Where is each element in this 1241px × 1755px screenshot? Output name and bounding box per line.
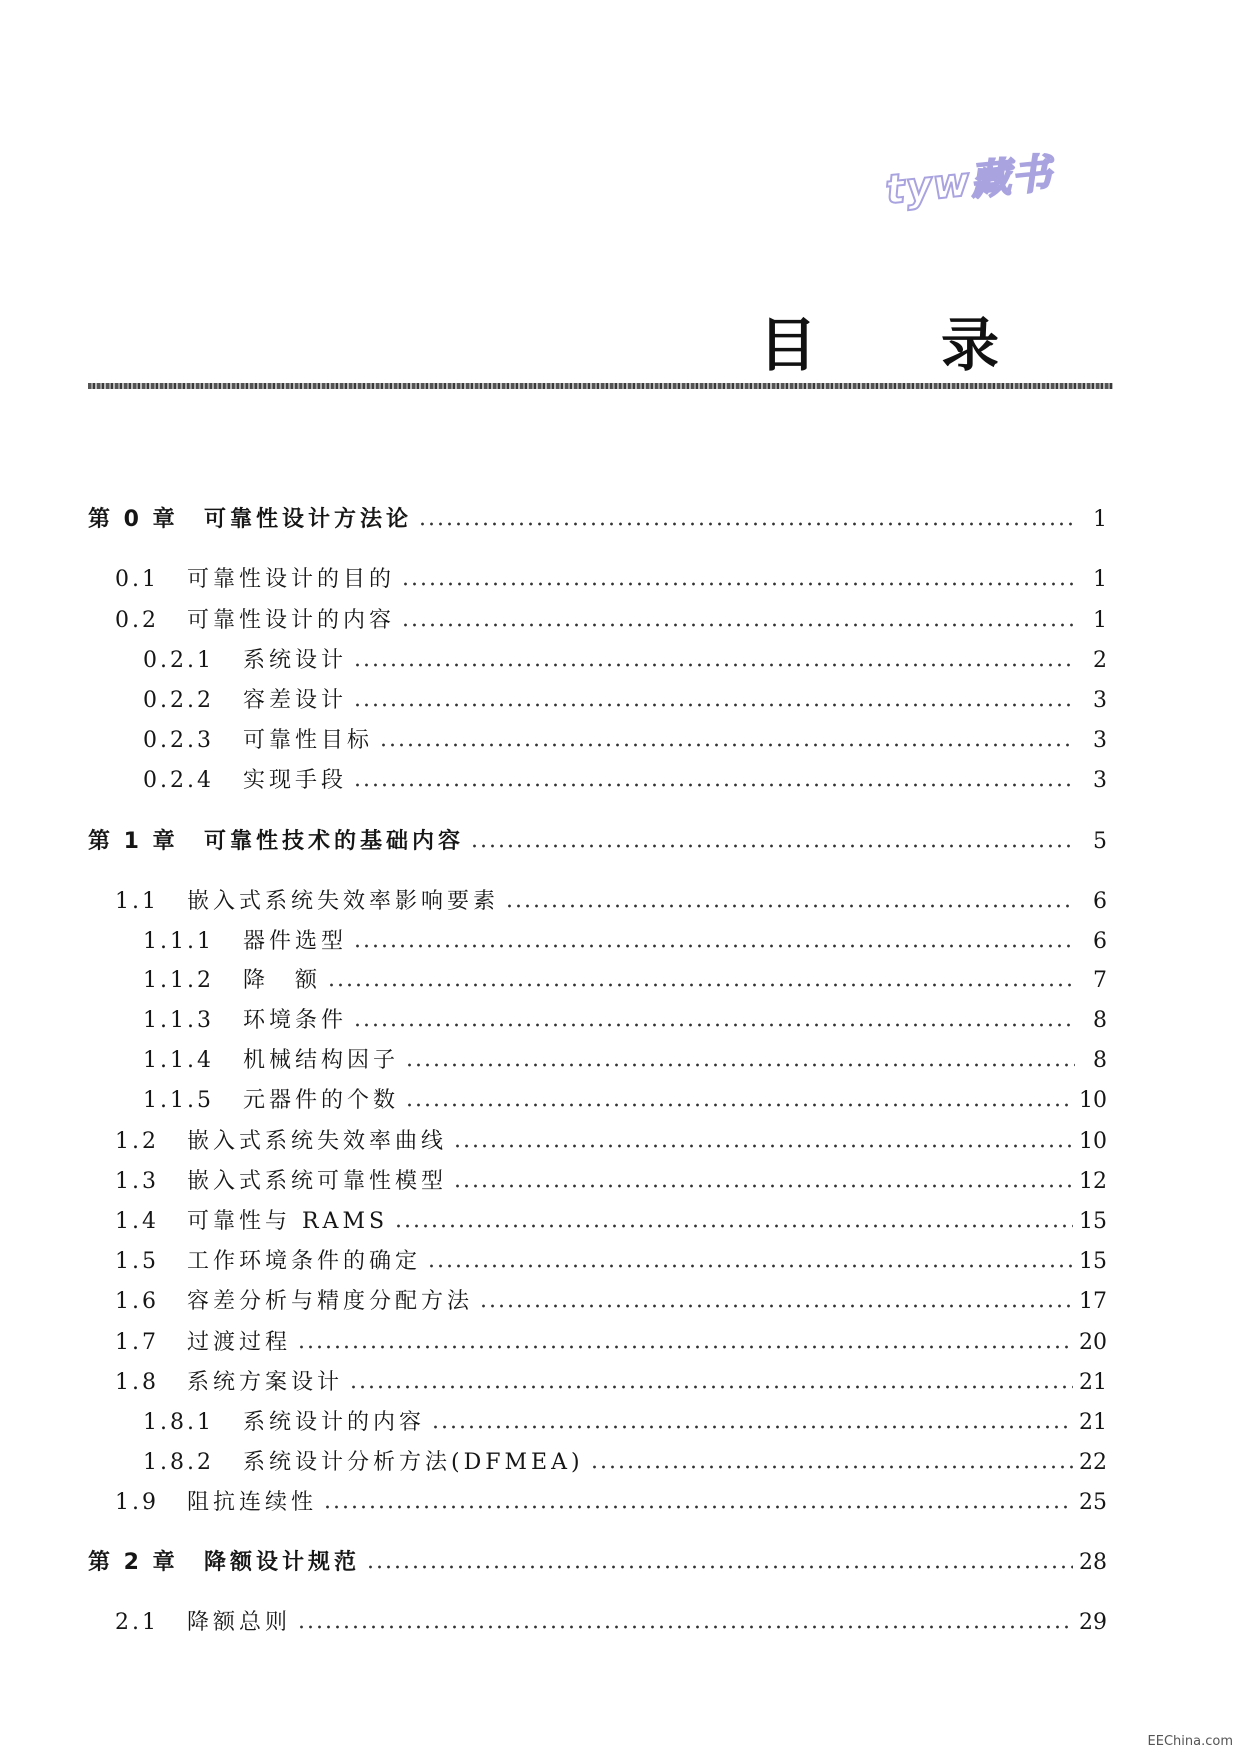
toc-entry-number: 1.1 — [115, 889, 159, 914]
toc-page-number: 10 — [1079, 1088, 1107, 1113]
toc-entry-number: 第 0 章 — [88, 507, 178, 532]
toc-entry-number: 1.8.1 — [143, 1410, 214, 1435]
toc-section-entry — [115, 1488, 1107, 1518]
toc-section-entry — [115, 565, 1107, 595]
toc-entry-title: 降额总则 — [187, 1610, 292, 1635]
toc-entry-title: 器件选型 — [243, 929, 348, 954]
toc-section-entry — [115, 887, 1107, 917]
toc-entry-title: 实现手段 — [243, 768, 348, 793]
page-title: 目 录 — [758, 311, 1051, 379]
toc-page-number: 10 — [1079, 1129, 1107, 1154]
toc-entry-number: 1.5 — [115, 1249, 159, 1274]
toc-section-entry — [115, 1167, 1107, 1197]
toc-entry-title: 环境条件 — [243, 1008, 348, 1033]
toc-chapter-entry — [88, 1548, 1107, 1578]
toc-entry-number: 1.1.4 — [143, 1048, 214, 1073]
toc-page-number: 8 — [1093, 1008, 1107, 1033]
toc-entry-title: 嵌入式系统可靠性模型 — [187, 1169, 448, 1194]
toc-page-number: 1 — [1093, 507, 1107, 532]
toc-dot-leader — [297, 1345, 1073, 1349]
toc-page-number: 8 — [1093, 1048, 1107, 1073]
toc-entry-title: 系统设计 — [243, 648, 348, 673]
toc-section-entry — [115, 1287, 1107, 1317]
toc-page-number: 6 — [1093, 889, 1107, 914]
toc-dot-leader — [418, 522, 1075, 526]
toc-page-number: 2 — [1093, 648, 1107, 673]
toc-entry-title: 嵌入式系统失效率曲线 — [187, 1129, 448, 1154]
toc-entry-number: 1.6 — [115, 1289, 159, 1314]
toc-dot-leader — [470, 844, 1075, 848]
toc-page-number: 3 — [1093, 768, 1107, 793]
toc-chapter-entry — [88, 505, 1107, 535]
toc-page-number: 29 — [1079, 1610, 1107, 1635]
toc-section-entry — [115, 606, 1107, 636]
toc-dot-leader — [353, 1023, 1075, 1027]
toc-section-entry — [143, 1086, 1107, 1116]
toc-entry-title: 系统设计的内容 — [243, 1410, 426, 1435]
toc-page-number: 3 — [1093, 688, 1107, 713]
toc-entry-number: 第 2 章 — [88, 1550, 178, 1575]
toc-page-number: 17 — [1079, 1289, 1107, 1314]
toc-section-entry — [143, 686, 1107, 716]
toc-section-entry — [143, 766, 1107, 796]
toc-dot-leader — [353, 663, 1075, 667]
toc-page-number: 15 — [1079, 1249, 1107, 1274]
toc-entry-title: 机械结构因子 — [243, 1048, 400, 1073]
toc-entry-number: 2.1 — [115, 1610, 159, 1635]
toc-entry-title: 系统设计分析方法(DFMEA) — [243, 1450, 584, 1475]
toc-entry-number: 1.1.5 — [143, 1088, 214, 1113]
title-divider — [88, 383, 1113, 389]
toc-entry-number: 0.2 — [115, 608, 159, 633]
toc-page-number: 1 — [1093, 567, 1107, 592]
toc-section-entry — [115, 1368, 1107, 1398]
toc-entry-number: 0.2.3 — [143, 728, 214, 753]
toc-entry-title: 可靠性目标 — [243, 728, 374, 753]
toc-page-number: 25 — [1079, 1490, 1107, 1515]
toc-dot-leader — [327, 983, 1075, 987]
toc-entry-title: 容差分析与精度分配方法 — [187, 1289, 474, 1314]
toc-page-number: 21 — [1079, 1410, 1107, 1435]
toc-entry-number: 1.3 — [115, 1169, 159, 1194]
toc-dot-leader — [394, 1224, 1073, 1228]
toc-entry-title: 可靠性技术的基础内容 — [204, 829, 465, 854]
toc-dot-leader — [297, 1625, 1073, 1629]
toc-entry-title: 降额设计规范 — [204, 1550, 361, 1575]
toc-dot-leader — [353, 944, 1075, 948]
toc-entry-title: 可靠性与 RAMS — [187, 1209, 389, 1234]
toc-dot-leader — [405, 1103, 1073, 1107]
toc-entry-number: 0.2.1 — [143, 648, 214, 673]
toc-page-number: 5 — [1093, 829, 1107, 854]
toc-entry-number: 0.2.2 — [143, 688, 214, 713]
toc-page-number: 21 — [1079, 1370, 1107, 1395]
toc-entry-number: 1.4 — [115, 1209, 159, 1234]
toc-entry-title: 容差设计 — [243, 688, 348, 713]
toc-section-entry — [143, 927, 1107, 957]
toc-entry-title: 嵌入式系统失效率影响要素 — [187, 889, 500, 914]
toc-entry-number: 1.1.1 — [143, 929, 214, 954]
toc-entry-number: 1.9 — [115, 1490, 159, 1515]
toc-page-number: 28 — [1079, 1550, 1107, 1575]
toc-section-entry — [115, 1207, 1107, 1237]
toc-entry-number: 1.8 — [115, 1370, 159, 1395]
toc-entry-title: 可靠性设计方法论 — [204, 507, 413, 532]
toc-dot-leader — [590, 1465, 1073, 1469]
toc-dot-leader — [453, 1184, 1073, 1188]
toc-section-entry — [115, 1328, 1107, 1358]
toc-section-entry — [115, 1608, 1107, 1638]
toc-page-number: 22 — [1079, 1450, 1107, 1475]
toc-section-entry — [143, 1448, 1107, 1478]
toc-section-entry — [143, 1006, 1107, 1036]
toc-page-number: 15 — [1079, 1209, 1107, 1234]
toc-entry-title: 可靠性设计的内容 — [187, 608, 396, 633]
toc-page-number: 20 — [1079, 1330, 1107, 1355]
toc-section-entry — [143, 966, 1107, 996]
toc-entry-number: 1.8.2 — [143, 1450, 214, 1475]
toc-section-entry — [143, 646, 1107, 676]
toc-dot-leader — [401, 582, 1075, 586]
toc-chapter-entry — [88, 827, 1107, 857]
source-footer: EEChina.com — [1147, 1734, 1233, 1749]
toc-entry-number: 1.2 — [115, 1129, 159, 1154]
toc-entry-title: 过渡过程 — [187, 1330, 292, 1355]
toc-dot-leader — [379, 743, 1075, 747]
toc-entry-number: 第 1 章 — [88, 829, 178, 854]
toc-dot-leader — [366, 1565, 1073, 1569]
toc-section-entry — [143, 1408, 1107, 1438]
toc-dot-leader — [353, 703, 1075, 707]
toc-entry-title: 工作环境条件的确定 — [187, 1249, 422, 1274]
toc-entry-number: 1.1.2 — [143, 968, 214, 993]
toc-dot-leader — [453, 1144, 1073, 1148]
toc-dot-leader — [349, 1385, 1073, 1389]
toc-page-number: 7 — [1093, 968, 1107, 993]
toc-page-number: 6 — [1093, 929, 1107, 954]
toc-entry-number: 1.1.3 — [143, 1008, 214, 1033]
toc-page-number: 1 — [1093, 608, 1107, 633]
toc-dot-leader — [431, 1425, 1073, 1429]
toc-entry-title: 系统方案设计 — [187, 1370, 344, 1395]
toc-section-entry — [115, 1247, 1107, 1277]
toc-dot-leader — [505, 904, 1075, 908]
toc-dot-leader — [353, 783, 1075, 787]
toc-section-entry — [115, 1127, 1107, 1157]
toc-entry-title: 元器件的个数 — [243, 1088, 400, 1113]
toc-dot-leader — [427, 1264, 1073, 1268]
toc-page-number: 12 — [1079, 1169, 1107, 1194]
toc-dot-leader — [323, 1505, 1073, 1509]
toc-entry-title: 阻抗连续性 — [187, 1490, 318, 1515]
toc-entry-number: 1.7 — [115, 1330, 159, 1355]
toc-dot-leader — [405, 1063, 1075, 1067]
toc-page-number: 3 — [1093, 728, 1107, 753]
toc-section-entry — [143, 726, 1107, 756]
toc-entry-title: 降 额 — [243, 968, 322, 993]
toc-entry-number: 0.1 — [115, 567, 159, 592]
toc-entry-title: 可靠性设计的目的 — [187, 567, 396, 592]
toc-entry-number: 0.2.4 — [143, 768, 214, 793]
toc-dot-leader — [401, 623, 1075, 627]
toc-dot-leader — [479, 1304, 1073, 1308]
watermark-stamp: tyw藏书 — [883, 150, 1055, 214]
toc-section-entry — [143, 1046, 1107, 1076]
